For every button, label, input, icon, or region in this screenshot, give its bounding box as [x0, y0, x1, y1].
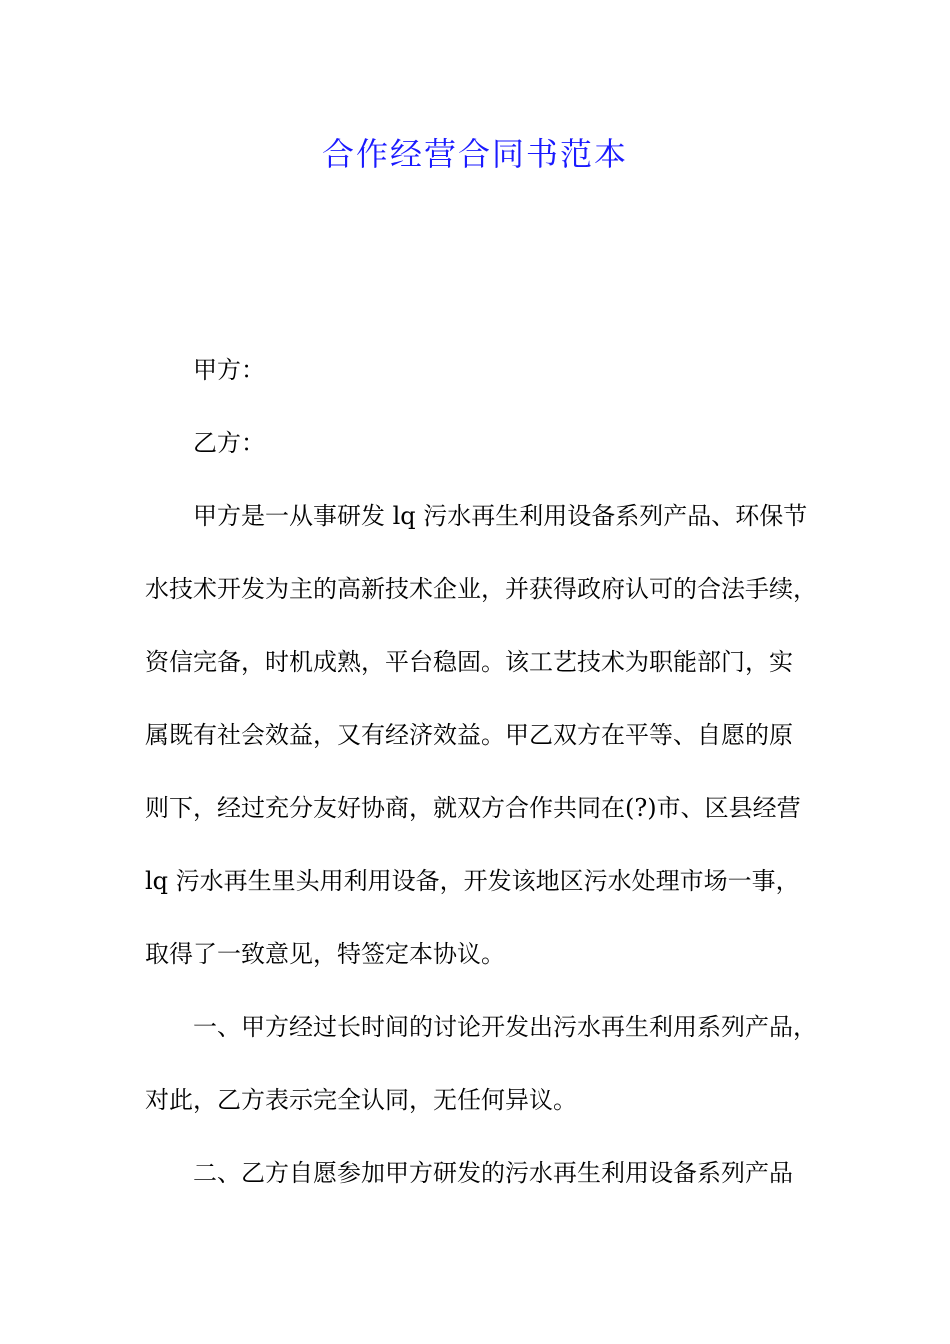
- party-a-label: 甲方：: [193, 356, 265, 384]
- paragraph-line: 取得了一致意见，特签定本协议。: [145, 940, 505, 968]
- paragraph-line: 二、乙方自愿参加甲方研发的污水再生利用设备系列产品: [193, 1159, 793, 1187]
- paragraph-line: 一、甲方经过长时间的讨论开发出污水再生利用系列产品，: [193, 1013, 817, 1041]
- paragraph-line: 水技术开发为主的高新技术企业，并获得政府认可的合法手续，: [145, 575, 817, 603]
- paragraph-line: 资信完备，时机成熟，平台稳固。该工艺技术为职能部门，实: [145, 648, 793, 676]
- paragraph-line: 则下，经过充分友好协商，就双方合作共同在(?)市、区县经营: [145, 794, 801, 822]
- paragraph-line: lq 污水再生里头用利用设备，开发该地区污水处理市场一事，: [145, 867, 800, 895]
- paragraph-line: 甲方是一从事研发 lq 污水再生利用设备系列产品、环保节: [193, 502, 808, 530]
- document-title: 合作经营合同书范本: [321, 135, 628, 173]
- party-b-label: 乙方：: [193, 429, 265, 457]
- paragraph-line: 属既有社会效益，又有经济效益。甲乙双方在平等、自愿的原: [145, 721, 793, 749]
- paragraph-clause-1: [145, 991, 825, 1137]
- paragraph-clause-2: [145, 1137, 825, 1210]
- paragraph-intro: [145, 480, 825, 991]
- document-body: [145, 334, 825, 1210]
- paragraph-line: 对此，乙方表示完全认同，无任何异议。: [145, 1086, 577, 1114]
